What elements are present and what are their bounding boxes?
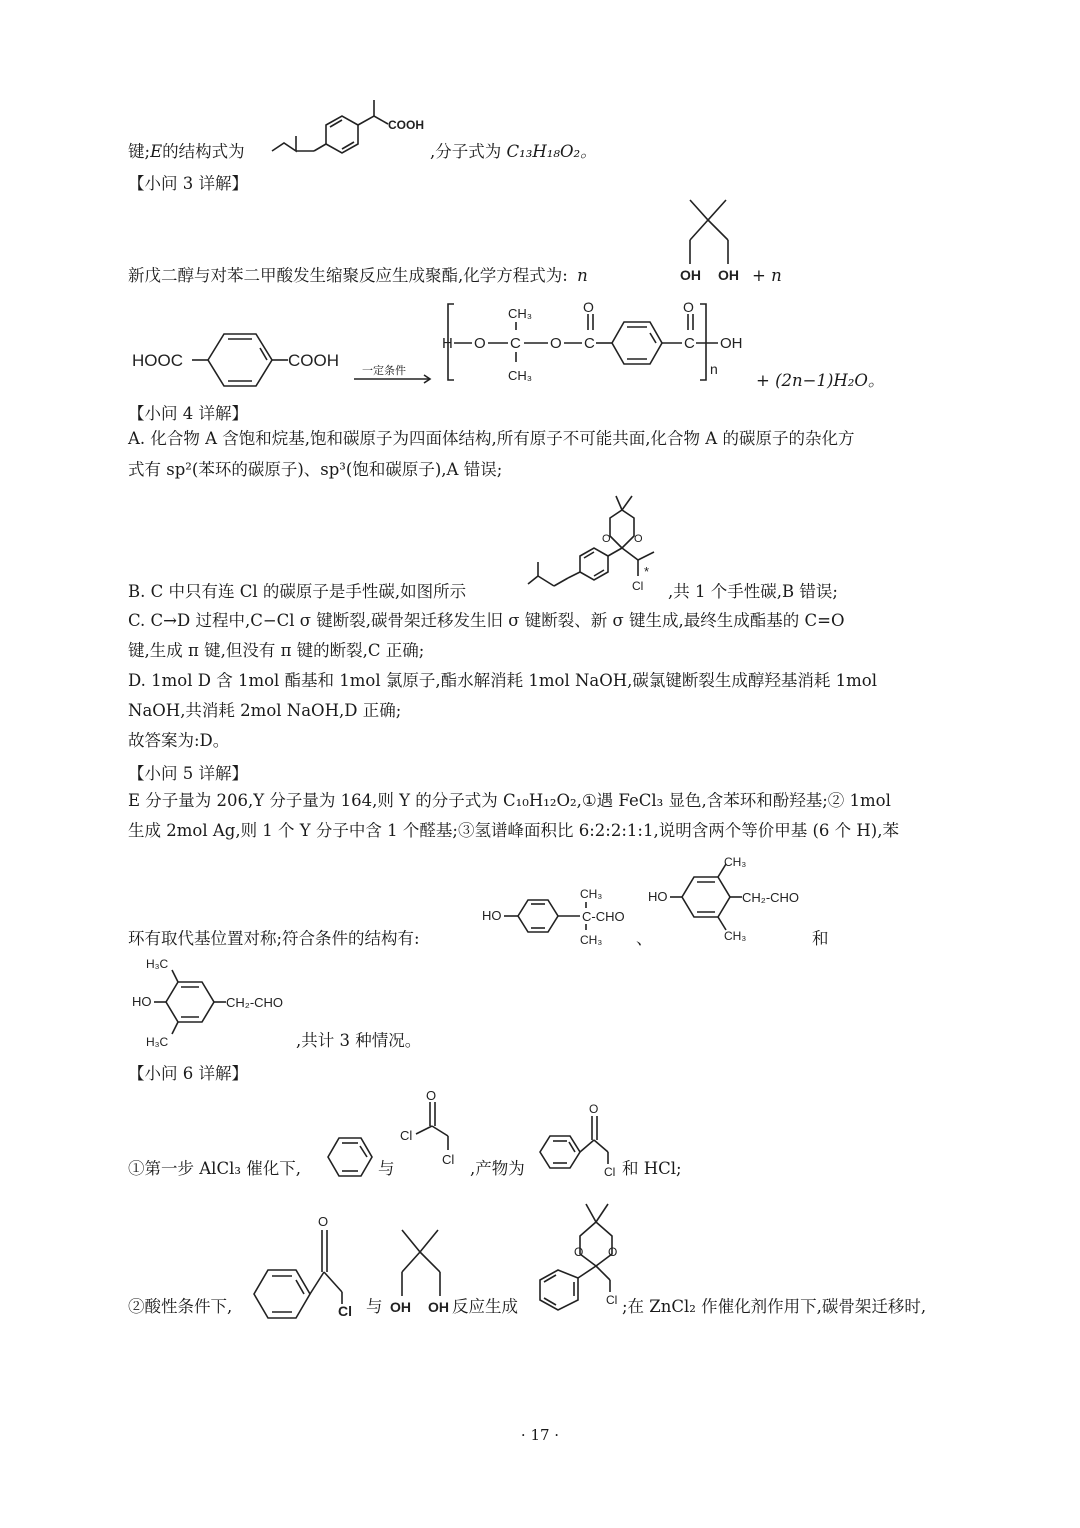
- label: n: [710, 361, 718, 377]
- line-E-structure: [128, 141, 245, 163]
- plus-n: [752, 265, 782, 287]
- label: O: [634, 533, 643, 545]
- label: O: [426, 1088, 437, 1103]
- q5-line3: 环有取代基位置对称;符合条件的结构有:: [128, 929, 420, 948]
- label: O: [550, 335, 562, 352]
- label: H: [442, 335, 453, 352]
- text: n: [577, 266, 588, 285]
- option-B-tail: ,共 1 个手性碳,B 错误;: [668, 582, 838, 601]
- label: O: [474, 335, 486, 352]
- label: OH: [428, 1299, 449, 1315]
- label: O: [589, 1102, 599, 1116]
- label: O: [318, 1214, 329, 1229]
- and-word: 和: [812, 929, 829, 948]
- label: OH: [680, 267, 701, 283]
- text: 新戊二醇与对苯二甲酸发生缩聚反应生成聚酯,化学方程式为:: [128, 266, 568, 285]
- option-C-line2: 键,生成 π 键,但没有 π 键的断裂,C 正确;: [128, 641, 425, 660]
- condition-label: 一定条件: [362, 364, 406, 377]
- label: CH₃: [508, 306, 533, 321]
- text: 键;: [128, 142, 151, 161]
- structure-terephthalic-acid: [132, 320, 352, 400]
- label: Cl: [338, 1303, 352, 1319]
- structure-polyester: [442, 300, 762, 392]
- section-heading-6: 【小问 6 详解】: [128, 1064, 248, 1083]
- text: + (2n−1)H₂O。: [756, 371, 885, 390]
- label: OH: [720, 335, 743, 352]
- structure-Y3: [132, 950, 302, 1050]
- label: CH₃: [724, 855, 747, 869]
- option-C-line1: C. C→D 过程中,C−Cl σ 键断裂,碳骨架迁移发生旧 σ 键断裂、新 σ 键生成,最终生成酯基的 C=O: [128, 611, 845, 630]
- c-atom: C: [584, 335, 595, 352]
- label: CH₃: [580, 933, 603, 947]
- line-E-formula: [430, 141, 597, 163]
- product-word: ,产物为: [470, 1159, 525, 1178]
- label: HOOC: [132, 351, 183, 370]
- q5-line4: ,共计 3 种情况。: [296, 1031, 422, 1050]
- label: O: [602, 533, 611, 545]
- label: CH₃: [580, 887, 603, 901]
- section-heading-4: 【小问 4 详解】: [128, 404, 248, 423]
- label: O: [608, 1245, 618, 1259]
- answer-line: 故答案为:D。: [128, 731, 230, 750]
- step1-text: ①第一步 AlCl₃ 催化下,: [128, 1159, 301, 1178]
- formula: C₁₃H₁₈O₂。: [506, 142, 597, 161]
- label: O: [574, 1245, 584, 1259]
- chiral-mark: *: [644, 564, 650, 579]
- c-atom: C: [510, 335, 521, 352]
- option-B-text: B. C 中只有连 Cl 的碳原子是手性碳,如图所示: [128, 582, 467, 601]
- structure-chloroacetophenone-2: [250, 1212, 370, 1322]
- option-A-line1: A. 化合物 A 含饱和烷基,饱和碳原子为四面体结构,所有原子不可能共面,化合物 A 的碳原子的杂化方: [128, 429, 855, 448]
- structure-benzene: [322, 1130, 378, 1184]
- label: COOH: [288, 351, 339, 370]
- label: HO: [482, 908, 502, 923]
- text: ,分子式为: [430, 142, 507, 161]
- label: O: [683, 299, 694, 315]
- structure-Y2: [648, 852, 818, 944]
- structure-C-chiral: [524, 480, 674, 598]
- option-D-line1: D. 1mol D 含 1mol 酯基和 1mol 氯原子,酯水解消耗 1mol NaOH,碳氯键断裂生成醇羟基消耗 1mol: [128, 671, 878, 690]
- page-number: · 17 ·: [520, 1426, 560, 1444]
- react-word: 反应生成: [452, 1297, 518, 1316]
- label: Cl: [604, 1165, 616, 1179]
- separator: 、: [636, 929, 653, 948]
- label: CH₃: [508, 368, 533, 383]
- q5-line1: E 分子量为 206,Y 分子量为 164,则 Y 的分子式为 C₁₀H₁₂O₂,①遇 FeCl₃ 显色,含苯环和酚羟基;② 1mol: [128, 791, 891, 810]
- label: CH₃: [724, 929, 747, 943]
- option-D-line2: NaOH,共消耗 2mol NaOH,D 正确;: [128, 701, 402, 720]
- section-heading-5: 【小问 5 详解】: [128, 764, 248, 783]
- q5-line2: 生成 2mol Ag,则 1 个 Y 分子中含 1 个醛基;③氢谱峰面积比 6:2:2:1:1,说明含两个等价甲基 (6 个 H),苯: [128, 821, 899, 840]
- step2-tail: ;在 ZnCl₂ 作催化剂作用下,碳骨架迁移时,: [622, 1297, 927, 1316]
- structure-E-ibuprofen: [270, 96, 440, 166]
- section-heading-3: 【小问 3 详解】: [128, 174, 248, 193]
- text: 的结构式为: [162, 142, 245, 161]
- step2-text: ②酸性条件下,: [128, 1297, 233, 1316]
- label: Cl: [400, 1128, 413, 1143]
- with-word: 与: [378, 1159, 395, 1178]
- label: Cl: [442, 1152, 455, 1167]
- label: CH₂-CHO: [742, 890, 800, 905]
- label: Cl: [632, 579, 644, 593]
- label: C-CHO: [582, 909, 625, 924]
- reaction-arrow: [352, 362, 434, 384]
- label: Cl: [606, 1293, 618, 1307]
- label: COOH: [388, 118, 424, 132]
- label: OH: [390, 1299, 411, 1315]
- text: + n: [752, 266, 782, 285]
- structure-chloroacetyl-chloride: [396, 1088, 476, 1172]
- label: H₃C: [146, 1035, 169, 1049]
- label: HO: [648, 889, 668, 904]
- label: CH₂-CHO: [226, 995, 284, 1010]
- text: E: [150, 142, 163, 161]
- line-polycondensation: [128, 265, 588, 287]
- step1-tail: 和 HCl;: [622, 1159, 682, 1178]
- with-word-2: 与: [366, 1297, 383, 1316]
- label: HO: [132, 994, 152, 1009]
- structure-neopentyl-glycol: [676, 198, 756, 284]
- label: O: [583, 299, 594, 315]
- label: H₃C: [146, 957, 169, 971]
- option-A-line2: 式有 sp²(苯环的碳原子)、sp³(饱和碳原子),A 错误;: [128, 460, 503, 479]
- structure-Y1: [482, 882, 642, 946]
- water-term: [756, 370, 884, 392]
- c-atom: C: [684, 335, 695, 352]
- label: OH: [718, 267, 739, 283]
